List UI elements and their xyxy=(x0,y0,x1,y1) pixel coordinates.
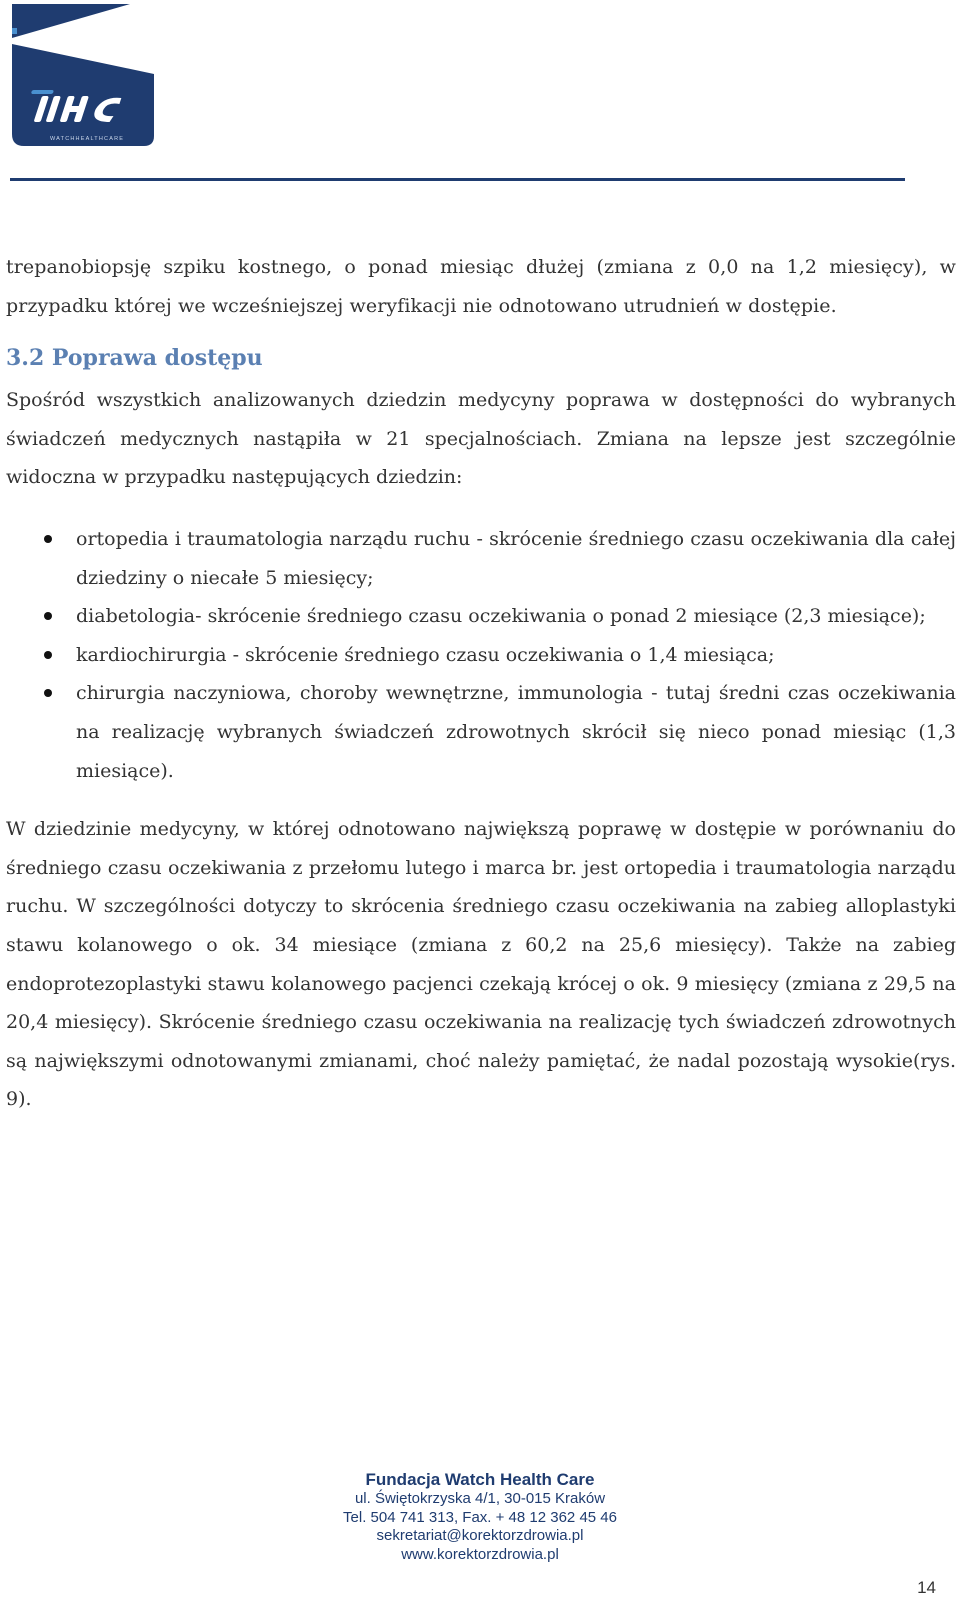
bullet-icon xyxy=(44,612,52,620)
footer-email: sekretariat@korektorzdrowia.pl xyxy=(376,1527,584,1544)
list-item-text: kardiochirurgia - skrócenie średniego czasu oczekiwania o 1,4 miesiąca; xyxy=(76,643,775,666)
section-heading: 3.2 Poprawa dostępu xyxy=(6,345,263,372)
paragraph-intro: Spośród wszystkich analizowanych dziedzin medycyny poprawa w dostępności do wybranych świadczeń medycznych nastąpiła w 21 specjalnościach. Zmiana na lepsze jest szczególnie widoczna w przypadku następujących dziedzin: xyxy=(6,389,956,489)
page-number: 14 xyxy=(917,1578,936,1597)
header-rule xyxy=(10,178,905,181)
svg-text:WATCHHEALTHCARE: WATCHHEALTHCARE xyxy=(50,136,125,142)
footer-address: ul. Świętokrzyska 4/1, 30-015 Kraków xyxy=(354,1490,606,1507)
paragraph-summary: W dziedzinie medycyny, w której odnotowano największą poprawę w dostępie w porównaniu do średniego czasu oczekiwania z przełomu lutego i marca br. jest ortopedia i traumatologia narządu ruchu. W szczególności dotyczy to skrócenia średniego czasu oczekiwania na zabieg alloplastyki stawu kolanowego o ok. 34 miesiące (zmiana z 60,2 na 25,6 miesięcy). Także na zabieg endoprotezoplastyki stawu kolanowego pacjenci czekają krócej o ok. 9 miesięcy (zmiana z 29,5 na 20,4 miesięcy). Skrócenie średniego czasu oczekiwania na realizację tych świadczeń zdrowotnych są największymi odnotowanymi zmianami, choć należy pamiętać, że nadal pozostają wysokie(rys. 9). xyxy=(6,818,956,1111)
bullet-icon xyxy=(44,651,52,659)
bullet-icon xyxy=(44,535,52,543)
list-item xyxy=(6,674,956,790)
document-body xyxy=(6,248,956,1119)
list-item-text: diabetologia- skrócenie średniego czasu oczekiwania o ponad 2 miesiące (2,3 miesiące); xyxy=(76,605,926,628)
footer-phone: Tel. 504 741 313, Fax. + 48 12 362 45 46 xyxy=(343,1508,617,1526)
list-item xyxy=(6,636,956,675)
bullet-icon xyxy=(44,689,52,697)
list-item-text: ortopedia i traumatologia narządu ruchu - skrócenie średniego czasu oczekiwania dla całej dziedziny o niecałe 5 miesięcy; xyxy=(76,527,956,589)
watch-health-care-logo xyxy=(8,4,158,151)
list-item xyxy=(6,520,956,597)
paragraph-continuation: trepanobiopsję szpiku kostnego, o ponad miesiąc dłużej (zmiana z 0,0 na 1,2 miesięcy), w przypadku której we wcześniejszej weryfikacji nie odnotowano utrudnień w dostępie. xyxy=(6,256,956,317)
footer-website: www.korektorzdrowia.pl xyxy=(401,1545,559,1563)
list-item xyxy=(6,597,956,636)
list-item-text: chirurgia naczyniowa, choroby wewnętrzne, immunologia - tutaj średni czas oczekiwania na realizację wybranych świadczeń zdrowotnych skrócił się nieco ponad miesiąc (1,3 miesiące). xyxy=(76,682,956,782)
footer xyxy=(180,1469,780,1564)
footer-organization: Fundacja Watch Health Care xyxy=(365,1470,595,1489)
bullet-list xyxy=(6,520,956,790)
